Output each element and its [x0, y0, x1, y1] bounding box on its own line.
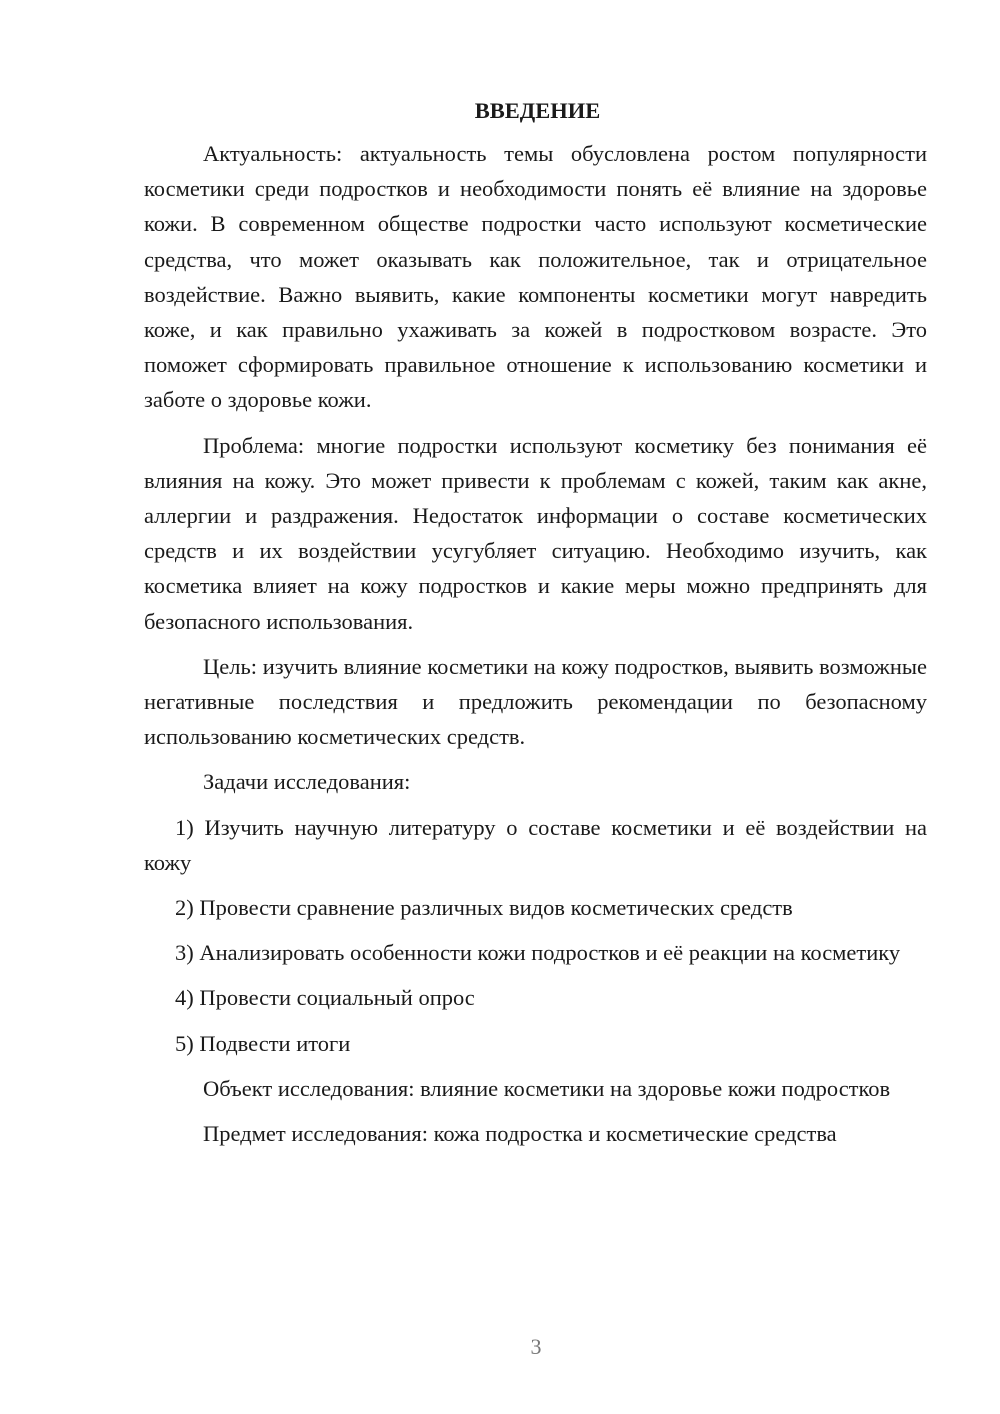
section-heading: ВВЕДЕНИЕ: [474, 98, 601, 123]
research-subject-paragraph: Предмет исследования: кожа подростка и косметические средства: [203, 1121, 837, 1147]
page-number: 3: [530, 1334, 542, 1359]
task-item: 3) Анализировать особенности кожи подростков и её реакции на косметику: [175, 940, 901, 966]
task-item: 2) Провести сравнение различных видов косметических средств: [175, 895, 793, 921]
tasks-title: Задачи исследования:: [203, 769, 411, 795]
page-content: [144, 96, 927, 1161]
task-item: 1) Изучить научную литературу о составе косметики и её воздействии на кожу: [144, 814, 927, 875]
task-item: 5) Подвести итоги: [175, 1030, 351, 1056]
task-item: 4) Провести социальный опрос: [175, 985, 475, 1011]
problem-paragraph: Проблема: многие подростки используют косметику без понимания её влияния на кожу. Это может привести к проблемам с кожей, таким как акне, аллергии и раздражения. Недостаток информации о составе косметических средств и их воздействии усугубляет ситуацию. Необходимо изучить, как косметика влияет на кожу подростков и какие меры можно предпринять для безопасного использования.: [144, 432, 927, 634]
goal-paragraph: Цель: изучить влияние косметики на кожу подростков, выявить возможные негативные последствия и предложить рекомендации по безопасному использованию косметических средств.: [144, 653, 927, 750]
research-object-paragraph: Объект исследования: влияние косметики на здоровье кожи подростков: [203, 1075, 891, 1101]
relevance-paragraph: Актуальность: актуальность темы обусловлена ростом популярности косметики среди подростков и необходимости понять её влияние на здоровье кожи. В современном обществе подростки часто используют косметические средства, что может оказывать как положительное, так и отрицательное воздействие. Важно выявить, какие компоненты косметики могут навредить коже, и как правильно ухаживать за кожей в подростковом возрасте. Это поможет сформировать правильное отношение к использованию косметики и заботе о здоровье кожи.: [144, 141, 927, 413]
